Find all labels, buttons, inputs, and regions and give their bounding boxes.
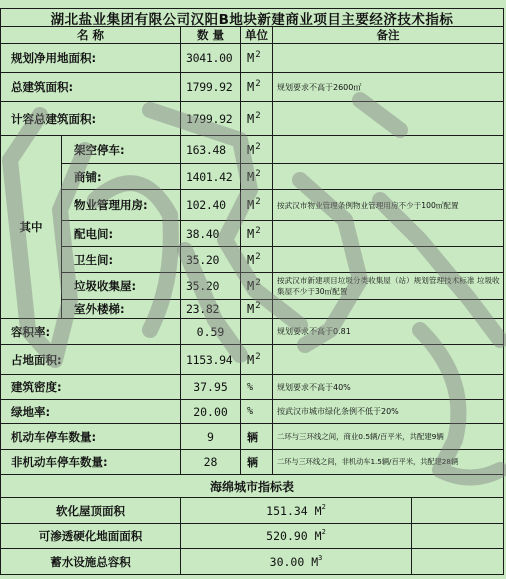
- row-power-room-name: 配电间:: [62, 221, 181, 247]
- row-total-area-name: 总建筑面积:: [0, 73, 181, 102]
- row-garbage-note: 按武汉市新建项目垃圾分类收集屋（站）规划管理技术标准 垃圾收集屋不少于30㎡配置: [273, 273, 504, 300]
- row-far-area-unit: M $^2$: [241, 102, 273, 136]
- row-stairs-qty: 23.82: [181, 300, 241, 319]
- row-toilet-name: 卫生间:: [62, 247, 181, 273]
- row-far-unit: [241, 319, 273, 345]
- row-car-parking-unit: 辆: [241, 424, 273, 450]
- sponge-permeable-blank: [412, 524, 504, 549]
- row-density-note: 规划要求不高于40%: [273, 375, 504, 400]
- row-power-room-unit: M $^2$: [241, 221, 273, 247]
- row-land-area-note: [273, 44, 504, 73]
- row-bike-parking-qty: 28: [181, 450, 241, 475]
- row-car-parking-note: 二环与三环线之间，商业0.5辆/百平米，共配建9辆: [273, 424, 504, 450]
- row-far-qty: 0.59: [181, 319, 241, 345]
- sponge-green-roof-name: 软化屋顶面积: [0, 498, 181, 524]
- row-footprint-name: 占地面积:: [0, 345, 181, 375]
- row-garbage-qty: 35.20: [181, 273, 241, 300]
- sponge-green-roof-value: 151.34 M $^2$: [181, 498, 412, 524]
- sponge-permeable-value: 520.90 M $^2$: [181, 524, 412, 549]
- row-toilet-qty: 35.20: [181, 247, 241, 273]
- row-parking-note: [273, 136, 504, 164]
- group-label-qizhong: 其中: [0, 136, 62, 319]
- row-shops-name: 商铺:: [62, 164, 181, 190]
- row-green-ratio-name: 绿地率:: [0, 400, 181, 424]
- row-property-mgmt-qty: 102.40: [181, 190, 241, 221]
- row-car-parking-qty: 9: [181, 424, 241, 450]
- sponge-storage-name: 蓄水设施总容积: [0, 549, 181, 575]
- row-stairs-unit: M $^2$: [241, 300, 273, 319]
- header-name: 名 称: [0, 27, 181, 44]
- row-parking-qty: 163.48: [181, 136, 241, 164]
- row-land-area-qty: 3041.00: [181, 44, 241, 73]
- row-bike-parking-name: 非机动车停车数量:: [0, 450, 181, 475]
- row-footprint-note: [273, 345, 504, 375]
- row-property-mgmt-note: 按武汉市物业管理条例物业管理用房不少于100㎡配置: [273, 190, 504, 221]
- row-total-area-unit: M $^2$: [241, 73, 273, 102]
- sponge-permeable-name: 可渗透硬化地面面积: [0, 524, 181, 549]
- row-power-room-note: [273, 221, 504, 247]
- header-note: 备注: [273, 27, 504, 44]
- sponge-city-title: 海绵城市指标表: [0, 475, 504, 498]
- row-land-area-unit: M $^2$: [241, 44, 273, 73]
- row-footprint-unit: M $^2$: [241, 345, 273, 375]
- row-toilet-unit: M $^2$: [241, 247, 273, 273]
- row-density-qty: 37.95: [181, 375, 241, 400]
- row-land-area-name: 规划净用地面积:: [0, 44, 181, 73]
- row-garbage-name: 垃圾收集屋:: [62, 273, 181, 300]
- row-property-mgmt-name: 物业管理用房:: [62, 190, 181, 221]
- row-shops-qty: 1401.42: [181, 164, 241, 190]
- row-bike-parking-unit: 辆: [241, 450, 273, 475]
- row-stairs-note: [273, 300, 504, 319]
- row-parking-unit: M $^2$: [241, 136, 273, 164]
- row-far-area-qty: 1799.92: [181, 102, 241, 136]
- sponge-green-roof-blank: [412, 498, 504, 524]
- row-property-mgmt-unit: M $^2$: [241, 190, 273, 221]
- row-stairs-name: 室外楼梯:: [62, 300, 181, 319]
- row-shops-unit: M $^2$: [241, 164, 273, 190]
- row-far-area-note: [273, 102, 504, 136]
- sponge-storage-value: 30.00 M $^3$: [181, 549, 412, 575]
- row-total-area-qty: 1799.92: [181, 73, 241, 102]
- row-shops-note: [273, 164, 504, 190]
- header-qty: 数 量: [181, 27, 241, 44]
- row-green-ratio-note: 按武汉市城市绿化条例不低于20%: [273, 400, 504, 424]
- row-far-area-name: 计容总建筑面积:: [0, 102, 181, 136]
- row-power-room-qty: 38.40: [181, 221, 241, 247]
- row-car-parking-name: 机动车停车数量:: [0, 424, 181, 450]
- row-toilet-note: [273, 247, 504, 273]
- row-total-area-note: 规划要求不高于2600㎡: [273, 73, 504, 102]
- row-far-name: 容积率:: [0, 319, 181, 345]
- row-green-ratio-unit: %: [241, 400, 273, 424]
- row-density-unit: %: [241, 375, 273, 400]
- row-density-name: 建筑密度:: [0, 375, 181, 400]
- row-bike-parking-note: 二环与三环线之间，非机动车1.5辆/百平米，共配建28辆: [273, 450, 504, 475]
- row-green-ratio-qty: 20.00: [181, 400, 241, 424]
- sponge-storage-blank: [412, 549, 504, 575]
- row-garbage-unit: M $^2$: [241, 273, 273, 300]
- row-parking-name: 架空停车:: [62, 136, 181, 164]
- table-title: 湖北盐业集团有限公司汉阳B地块新建商业项目主要经济技术指标: [0, 8, 504, 27]
- header-unit: 单位: [241, 27, 273, 44]
- row-footprint-qty: 1153.94: [181, 345, 241, 375]
- row-far-note: 规划要求不高于0.81: [273, 319, 504, 345]
